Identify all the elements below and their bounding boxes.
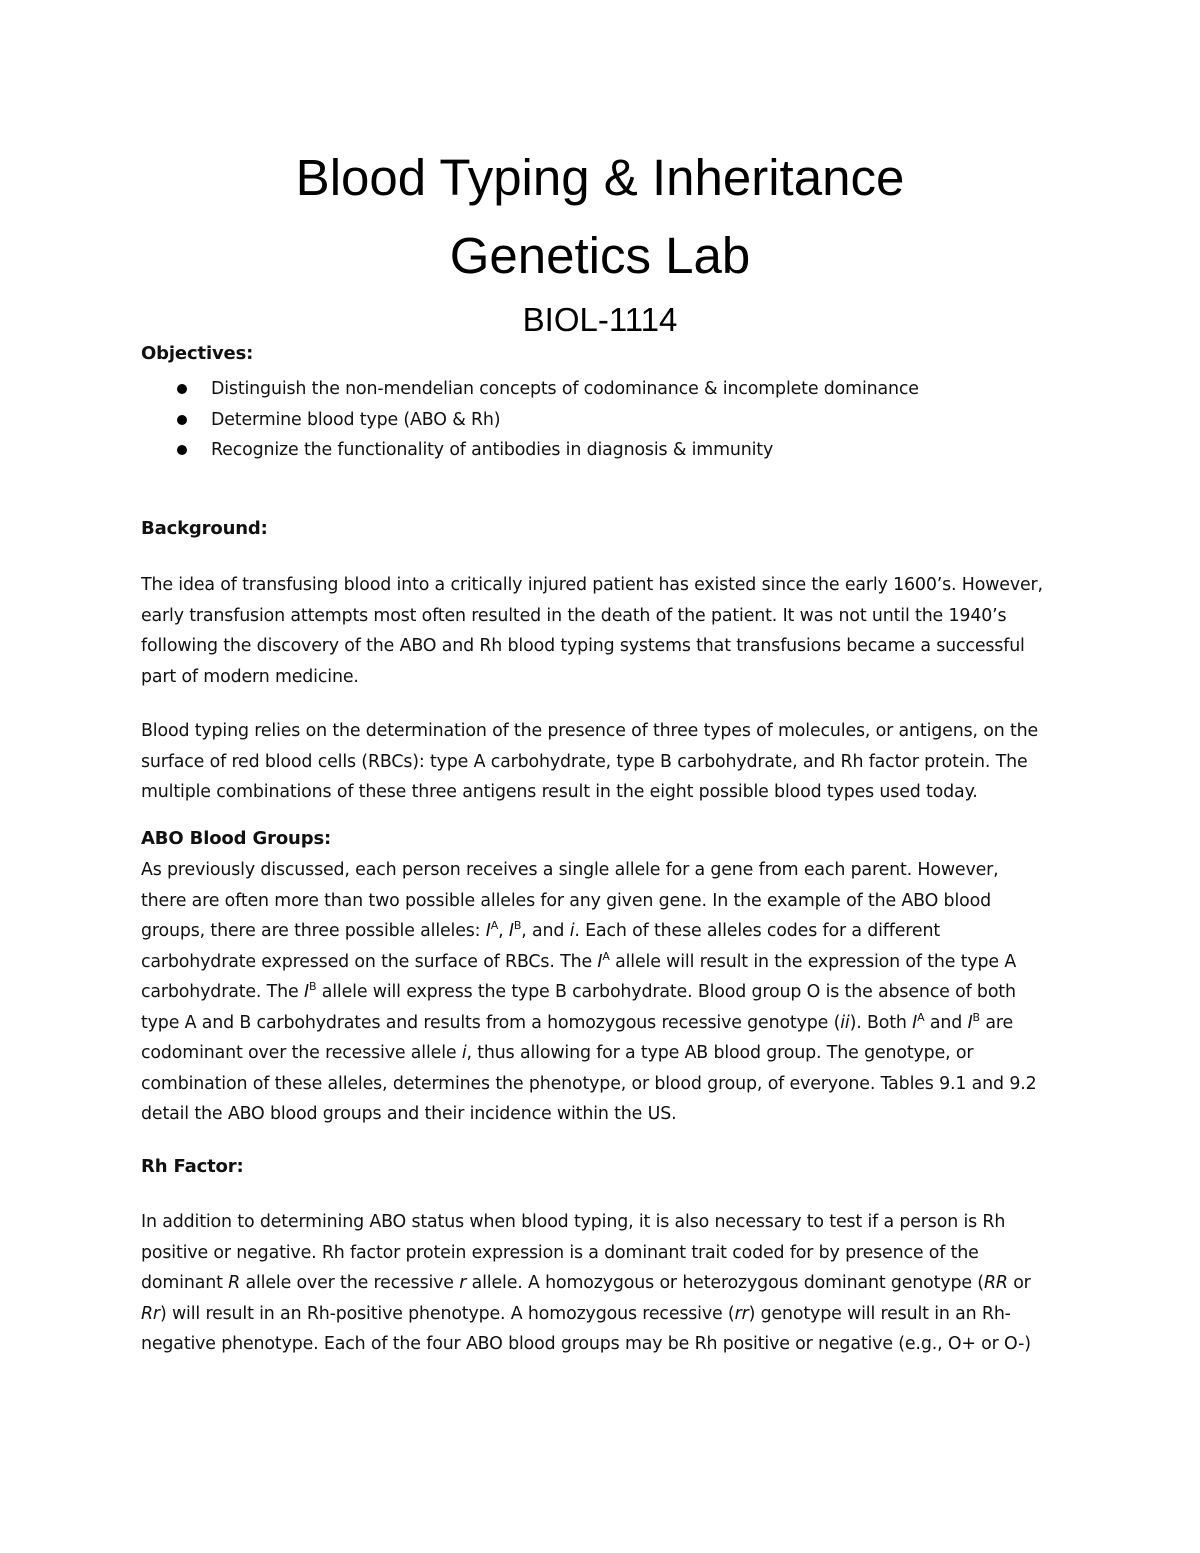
- abo-heading: ABO Blood Groups:: [141, 828, 332, 849]
- text-line: multiple combinations of these three antigens result in the eight possible blood types used today.: [141, 782, 978, 802]
- allele-symbol: R: [228, 1273, 241, 1293]
- bullet-icon: [177, 445, 187, 455]
- bullet-icon: [177, 384, 187, 394]
- objective-text: Distinguish the non-mendelian concepts of codominance & incomplete dominance: [211, 379, 919, 399]
- bullet-icon: [177, 415, 187, 425]
- allele-symbol: I: [303, 982, 309, 1002]
- text-line: carbohydrate expressed on the surface of RBCs. The $I^A$ allele will result in the expression of the type A: [141, 949, 1017, 972]
- course-code: BIOL-1114: [522, 301, 678, 338]
- allele-superscript: B: [513, 919, 522, 933]
- allele-symbol: I: [967, 1012, 973, 1033]
- text-line: As previously discussed, each person receives a single allele for a gene from each parent. However,: [141, 860, 999, 880]
- genotype-symbol: Rr: [141, 1303, 160, 1324]
- text-line: there are often more than two possible alleles for any given gene. In the example of the ABO blood: [141, 890, 991, 911]
- text-line: The idea of transfusing blood into a critically injured patient has existed since the early 1600’s. However,: [141, 575, 1043, 595]
- allele-superscript: B: [972, 1010, 980, 1024]
- text-line: codominant over the recessive allele i, thus allowing for a type AB blood group. The genotype, or: [141, 1043, 974, 1063]
- rh-paragraph: [141, 1207, 1076, 1360]
- allele-symbol: I: [485, 921, 491, 941]
- text-line: part of modern medicine.: [141, 666, 359, 687]
- genotype-symbol: rr: [734, 1303, 749, 1324]
- genotype-symbol: ii: [840, 1012, 850, 1033]
- objective-item: [141, 405, 919, 436]
- text-line: dominant R allele over the recessive r allele. A homozygous or heterozygous dominant genotype (RR or: [141, 1273, 1031, 1293]
- objectives-heading: Objectives:: [141, 343, 254, 364]
- objective-text: Determine blood type (ABO & Rh): [211, 409, 501, 430]
- background-paragraph-2: [141, 716, 1076, 808]
- allele-superscript: B: [308, 980, 317, 994]
- objective-item: [141, 374, 919, 405]
- objectives-list: [141, 374, 919, 466]
- text-line: detail the ABO blood groups and their incidence within the US.: [141, 1104, 677, 1124]
- allele-symbol: i: [461, 1043, 467, 1063]
- text-line: combination of these alleles, determines the phenotype, or blood group, of everyone. Tables 9.1 and 9.2: [141, 1073, 1037, 1094]
- allele-superscript: A: [490, 919, 499, 933]
- text-line: surface of red blood cells (RBCs): type A carbohydrate, type B carbohydrate, and Rh factor protein. The: [141, 751, 1028, 772]
- document-title-line-2: Genetics Lab: [449, 227, 751, 284]
- text-line: negative phenotype. Each of the four ABO blood groups may be Rh positive or negative (e.g., O+ or O-): [141, 1334, 1031, 1354]
- text-line: Rr) will result in an Rh-positive phenotype. A homozygous recessive (rr) genotype will result in an Rh-: [141, 1303, 1011, 1324]
- allele-superscript: A: [917, 1010, 925, 1024]
- allele-superscript: A: [602, 949, 610, 963]
- text-line: following the discovery of the ABO and Rh blood typing systems that transfusions became a successful: [141, 636, 1025, 656]
- document-title-line-1: Blood Typing & Inheritance: [295, 149, 905, 206]
- allele-symbol: I: [508, 921, 514, 941]
- text-line: early transfusion attempts most often resulted in the death of the patient. It was not until the 1940’s: [141, 605, 1007, 626]
- objective-text: Recognize the functionality of antibodies in diagnosis & immunity: [211, 440, 774, 460]
- text-line: groups, there are three possible alleles: $I^A$, $I^B$, and i. Each of these alleles codes for a different: [141, 919, 940, 941]
- abo-paragraph: [141, 855, 1076, 1130]
- allele-symbol: i: [569, 921, 575, 941]
- background-paragraph-1: [141, 570, 1076, 692]
- objective-item: [141, 435, 919, 466]
- allele-symbol: I: [912, 1012, 918, 1033]
- background-heading: Background:: [141, 518, 268, 539]
- allele-symbol: I: [597, 951, 603, 972]
- text-line: positive or negative. Rh factor protein expression is a dominant trait coded for by presence of the: [141, 1242, 979, 1263]
- rh-heading: Rh Factor:: [141, 1156, 244, 1177]
- text-line: In addition to determining ABO status when blood typing, it is also necessary to test if a person is Rh: [141, 1212, 1006, 1232]
- allele-symbol: r: [459, 1273, 467, 1293]
- text-line: carbohydrate. The $I^B$ allele will express the type B carbohydrate. Blood group O is the absence of both: [141, 980, 1016, 1002]
- genotype-symbol: RR: [983, 1273, 1008, 1293]
- text-line: type A and B carbohydrates and results from a homozygous recessive genotype (ii). Both $I^A$ and $I^B$ are: [141, 1010, 1014, 1033]
- text-line: Blood typing relies on the determination of the presence of three types of molecules, or antigens, on the: [141, 721, 1039, 741]
